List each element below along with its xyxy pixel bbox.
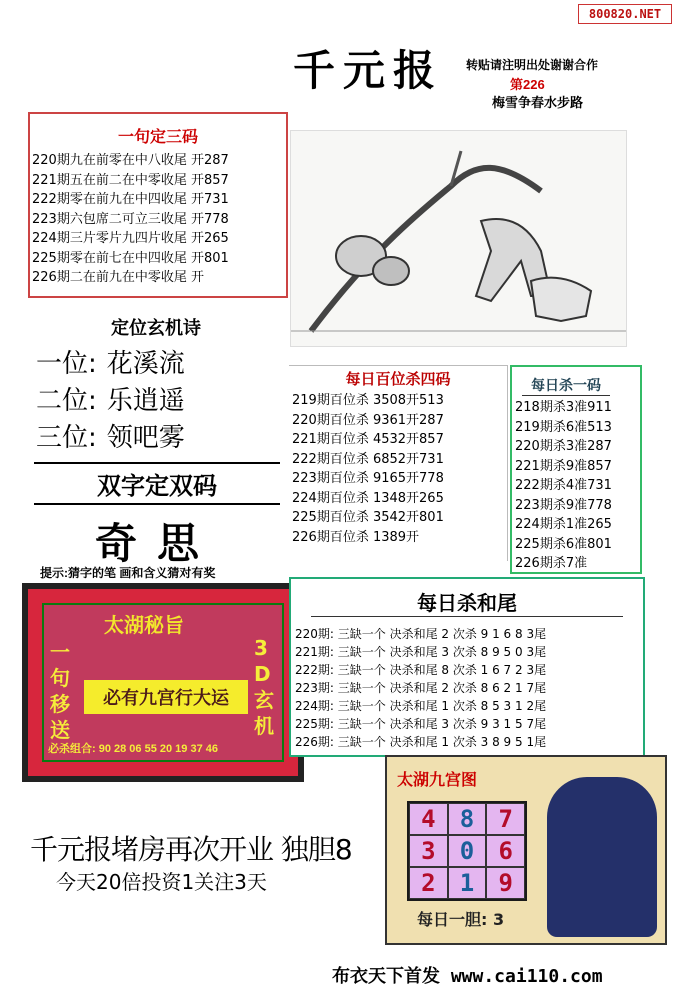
poem-line — [36, 383, 286, 420]
hundreds-row: 222期百位杀 6852开731 — [292, 451, 444, 467]
magic-cell: 3 — [409, 835, 448, 867]
poem-text: 领吧雾 — [106, 423, 185, 453]
ink-illustration — [290, 130, 627, 347]
kill-one-row: 224期杀1准265 — [515, 517, 612, 532]
poem-lines — [36, 346, 286, 457]
kill-tail-row: 220期: 三缺一个 决杀和尾 2 次杀 9 1 6 8 3尾 — [295, 627, 547, 641]
kill-one-row: 221期杀9准857 — [515, 458, 612, 474]
poem-line — [36, 346, 286, 383]
kill-one-row: 226期杀7准 — [515, 556, 588, 571]
hundreds-row: 221期百位杀 4532开857 — [292, 432, 444, 447]
double-words: 奇思 — [94, 519, 219, 568]
kill-one-title: 每日杀一码 — [522, 375, 610, 396]
banner-right: 3D玄机 — [254, 636, 274, 738]
banner-title: 太湖秘旨 — [104, 613, 184, 637]
kill-one-panel — [510, 365, 642, 574]
magic-grid — [407, 801, 527, 901]
footer-url: 布衣天下首发 www.cai110.com — [332, 966, 603, 987]
one-sentence-row: 225期零在前七在中四收尾 开801 — [32, 250, 229, 266]
one-sentence-title: 一句定三码 — [117, 127, 198, 146]
magic-cell: 1 — [448, 867, 487, 899]
poem-label: 一位: — [36, 349, 97, 379]
magic-cell: 8 — [448, 803, 487, 835]
kill-tail-row: 226期: 三缺一个 决杀和尾 1 次杀 3 8 9 5 1尾 — [295, 735, 547, 749]
magic-square-panel — [385, 755, 667, 945]
kill-tail-rows — [295, 625, 643, 751]
poem-line — [36, 420, 286, 457]
banner-left: 一句移送 — [50, 640, 70, 742]
kill-tail-row: 224期: 三缺一个 决杀和尾 1 次杀 8 5 3 1 2尾 — [295, 699, 547, 713]
magic-title: 太湖九宫图 — [397, 770, 478, 789]
banner-inner — [42, 603, 284, 762]
issue-number: 第226 — [510, 77, 545, 92]
banner-center: 必有九宫行大运 — [84, 680, 248, 714]
kill-tail-row: 221期: 三缺一个 决杀和尾 3 次杀 8 9 5 0 3尾 — [295, 645, 547, 659]
hundreds-row: 226期百位杀 1389开 — [292, 529, 420, 545]
magic-cell: 9 — [486, 867, 525, 899]
magic-bottom: 每日一胆: 3 — [417, 910, 505, 929]
double-hint: 提示:猜字的笔 画和含义猜对有奖 — [40, 566, 216, 580]
taihu-banner — [22, 583, 304, 782]
one-sentence-rows — [32, 151, 286, 288]
footer-left-line2: 今天20倍投资1关注3天 — [56, 870, 267, 894]
one-sentence-row: 222期零在前九在中四收尾 开731 — [32, 192, 229, 207]
magic-cell: 6 — [486, 835, 525, 867]
poem-text: 乐逍遥 — [106, 386, 185, 416]
hundreds-rows — [292, 391, 507, 547]
header-slogan: 梅雪争春水步路 — [492, 95, 584, 110]
site-badge: 800820.NET — [578, 4, 672, 24]
banner-bottom: 必杀组合: 90 28 06 55 20 19 37 46 — [48, 743, 218, 755]
poem-title: 定位玄机诗 — [111, 318, 201, 339]
kill-tail-row: 223期: 三缺一个 决杀和尾 2 次杀 8 6 2 1 7尾 — [295, 681, 547, 695]
poem-label: 二位: — [36, 386, 97, 416]
magic-cell: 2 — [409, 867, 448, 899]
hundreds-title: 每日百位杀四码 — [345, 370, 451, 388]
kill-one-row: 220期杀3准287 — [515, 439, 612, 454]
hundreds-panel — [289, 365, 508, 561]
kill-tail-title: 每日杀和尾 — [311, 587, 623, 617]
hundreds-row: 225期百位杀 3542开801 — [292, 510, 444, 525]
kill-one-row: 222期杀4准731 — [515, 478, 612, 493]
kill-tail-row: 222期: 三缺一个 决杀和尾 8 次杀 1 6 7 2 3尾 — [295, 663, 547, 677]
footer-left-line1: 千元报堵房再次开业 独胆8 — [30, 833, 352, 866]
brand-title: 千元报 — [293, 46, 444, 95]
kill-one-row: 218期杀3准911 — [515, 400, 612, 415]
hundreds-row: 219期百位杀 3508开513 — [292, 393, 444, 408]
magic-cell: 0 — [448, 835, 487, 867]
one-sentence-row: 221期五在前二在中零收尾 开857 — [32, 172, 229, 188]
hundreds-row: 220期百位杀 9361开287 — [292, 412, 444, 428]
double-title: 双字定双码 — [34, 462, 280, 505]
kill-one-row: 219期杀6准513 — [515, 419, 612, 435]
poem-panel — [26, 310, 286, 455]
kill-one-row: 223期杀9准778 — [515, 497, 612, 513]
repost-note: 转贴请注明出处谢谢合作 — [466, 58, 599, 72]
magic-cell: 7 — [486, 803, 525, 835]
one-sentence-row: 224期三片零片九四片收尾 开265 — [32, 231, 229, 246]
kill-one-rows — [515, 398, 640, 574]
poem-text: 花溪流 — [106, 349, 185, 379]
kill-tail-row: 225期: 三缺一个 决杀和尾 3 次杀 9 3 1 5 7尾 — [295, 717, 547, 731]
double-panel — [34, 462, 280, 572]
magic-cell: 4 — [409, 803, 448, 835]
kill-tail-panel — [289, 577, 645, 757]
one-sentence-row: 220期九在前零在中八收尾 开287 — [32, 153, 229, 168]
hundreds-row: 224期百位杀 1348开265 — [292, 490, 444, 506]
hundreds-row: 223期百位杀 9165开778 — [292, 471, 444, 486]
one-sentence-row: 226期二在前九在中零收尾 开 — [32, 270, 204, 285]
one-sentence-panel — [28, 112, 288, 298]
poem-label: 三位: — [36, 423, 97, 453]
kill-one-row: 225期杀6准801 — [515, 536, 612, 552]
magic-figure — [547, 777, 657, 937]
one-sentence-row: 223期六包席二可立三收尾 开778 — [32, 211, 229, 227]
